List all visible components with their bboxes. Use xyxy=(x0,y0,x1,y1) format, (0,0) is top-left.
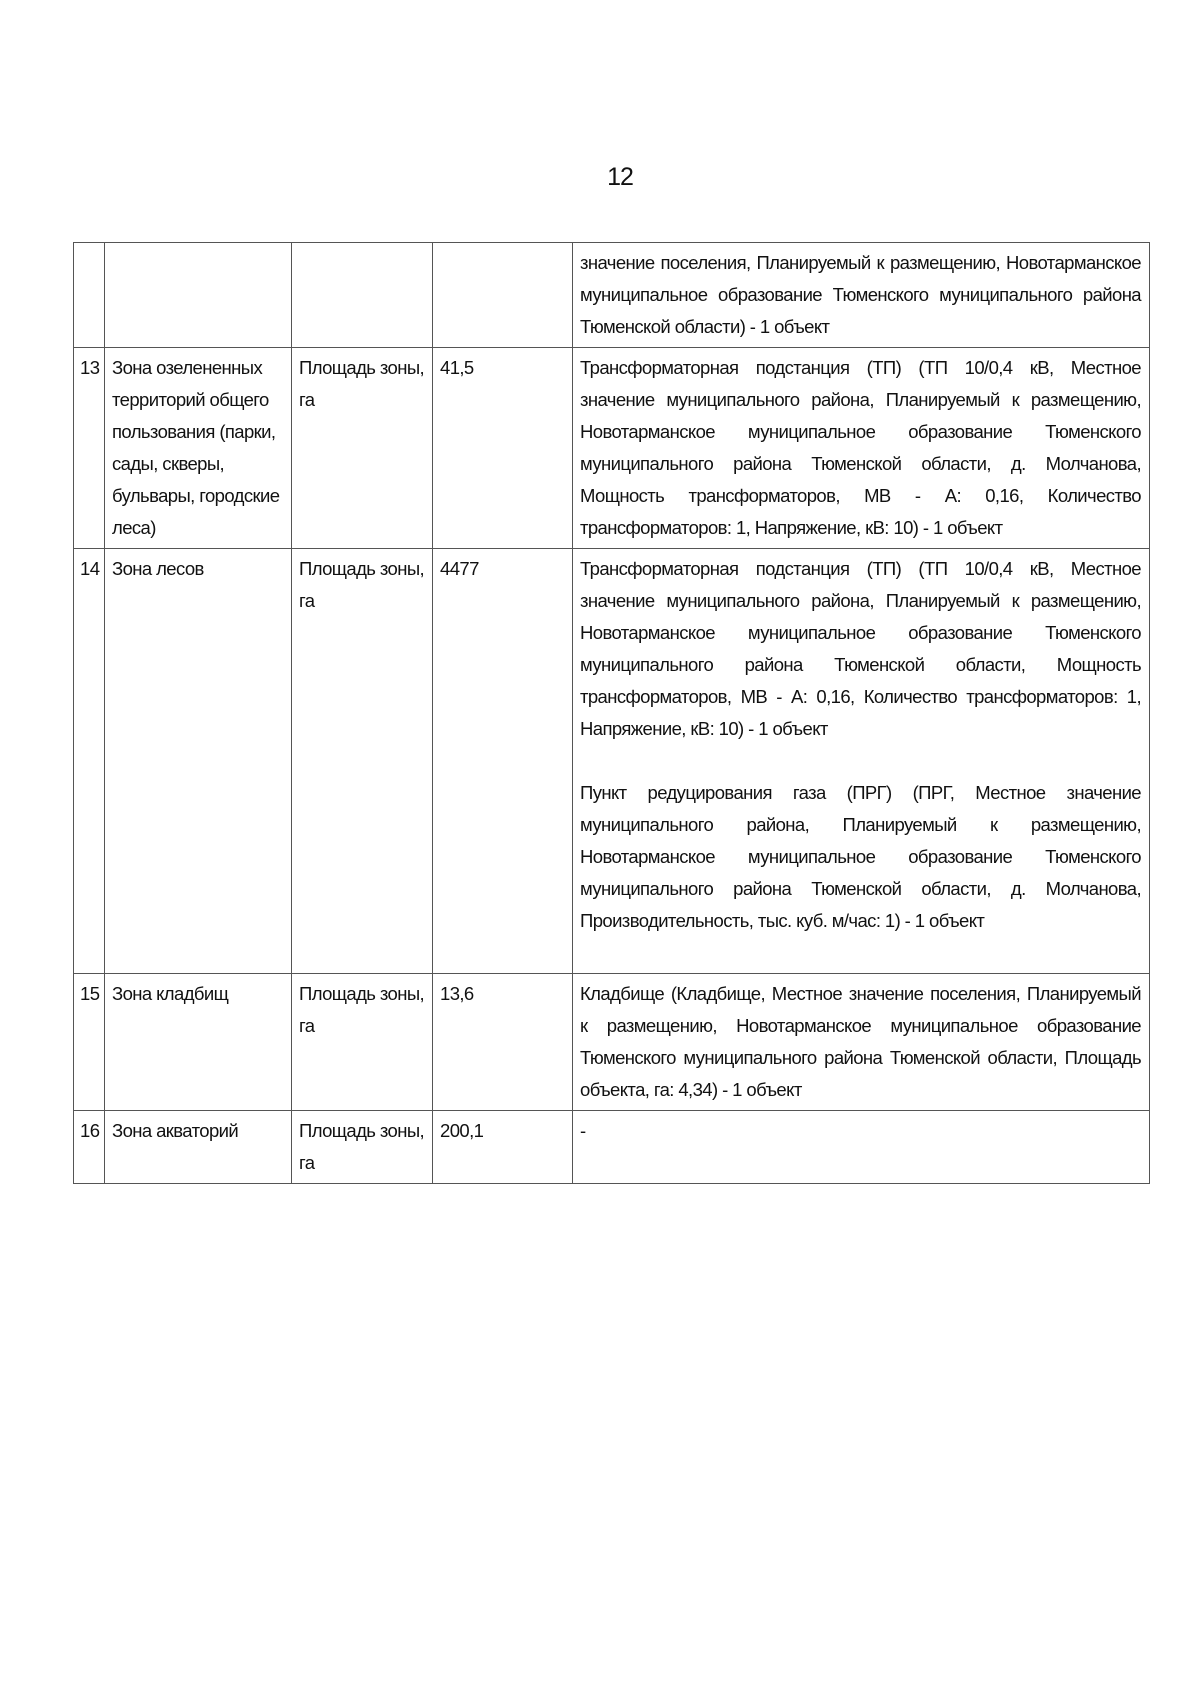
value-cell: 200,1 xyxy=(433,1111,573,1184)
table-row xyxy=(74,1111,1150,1184)
table-row xyxy=(74,243,1150,348)
object-description: - xyxy=(580,1120,586,1141)
object-description: Пункт редуцирования газа (ПРГ) (ПРГ, Местное значение муниципального района, Планируемый к размещению, Новотарманское муниципальное образование Тюменского муниципального района Тюменской области, д. Молчанова, Производительность, тыс. куб. м/час: 1) - 1 объект xyxy=(580,782,1141,931)
row-number-cell: 14 xyxy=(74,549,105,974)
value-cell: 13,6 xyxy=(433,974,573,1111)
row-number-cell: 16 xyxy=(74,1111,105,1184)
row-number-cell: 15 xyxy=(74,974,105,1111)
zone-name-cell: Зона акваторий xyxy=(105,1111,292,1184)
row-number-cell xyxy=(74,243,105,348)
table-row xyxy=(74,974,1150,1111)
value-cell: 4477 xyxy=(433,549,573,974)
page-number: 12 xyxy=(607,163,633,191)
objects-cell xyxy=(573,549,1150,974)
object-description: Трансформаторная подстанция (ТП) (ТП 10/0,4 кВ, Местное значение муниципального района, Планируемый к размещению, Новотарманское муниципальное образование Тюменского муниципального района Тюменской области, Мощность трансформаторов, МВ - А: 0,16, Количество трансформаторов: 1, Напряжение, кВ: 10) - 1 объект xyxy=(580,558,1141,739)
value-cell xyxy=(433,243,573,348)
indicator-cell: Площадь зоны, га xyxy=(292,549,433,974)
row-number-cell: 13 xyxy=(74,348,105,549)
zone-name-cell: Зона лесов xyxy=(105,549,292,974)
object-description: Кладбище (Кладбище, Местное значение поселения, Планируемый к размещению, Новотарманское муниципальное образование Тюменского муниципального района Тюменской области, Площадь объекта, га: 4,34) - 1 объект xyxy=(580,983,1141,1100)
object-description: Трансформаторная подстанция (ТП) (ТП 10/0,4 кВ, Местное значение муниципального района, Планируемый к размещению, Новотарманское муниципальное образование Тюменского муниципального района Тюменской области, д. Молчанова, Мощность трансформаторов, МВ - А: 0,16, Количество трансформаторов: 1, Напряжение, кВ: 10) - 1 объект xyxy=(580,357,1141,538)
zone-name-cell: Зона кладбищ xyxy=(105,974,292,1111)
zone-name-cell xyxy=(105,243,292,348)
indicator-cell xyxy=(292,243,433,348)
value-cell: 41,5 xyxy=(433,348,573,549)
zone-name-cell: Зона озелененных территорий общего пользования (парки, сады, скверы, бульвары, городские леса) xyxy=(105,348,292,549)
indicator-cell: Площадь зоны, га xyxy=(292,348,433,549)
zones-table xyxy=(73,242,1150,1184)
objects-cell xyxy=(573,243,1150,348)
indicator-cell: Площадь зоны, га xyxy=(292,974,433,1111)
table-row xyxy=(74,549,1150,974)
objects-cell xyxy=(573,1111,1150,1184)
objects-cell xyxy=(573,348,1150,549)
table-row xyxy=(74,348,1150,549)
objects-cell xyxy=(573,974,1150,1111)
indicator-cell: Площадь зоны, га xyxy=(292,1111,433,1184)
object-description: значение поселения, Планируемый к размещению, Новотарманское муниципальное образование Тюменского муниципального района Тюменской области) - 1 объект xyxy=(580,252,1141,337)
